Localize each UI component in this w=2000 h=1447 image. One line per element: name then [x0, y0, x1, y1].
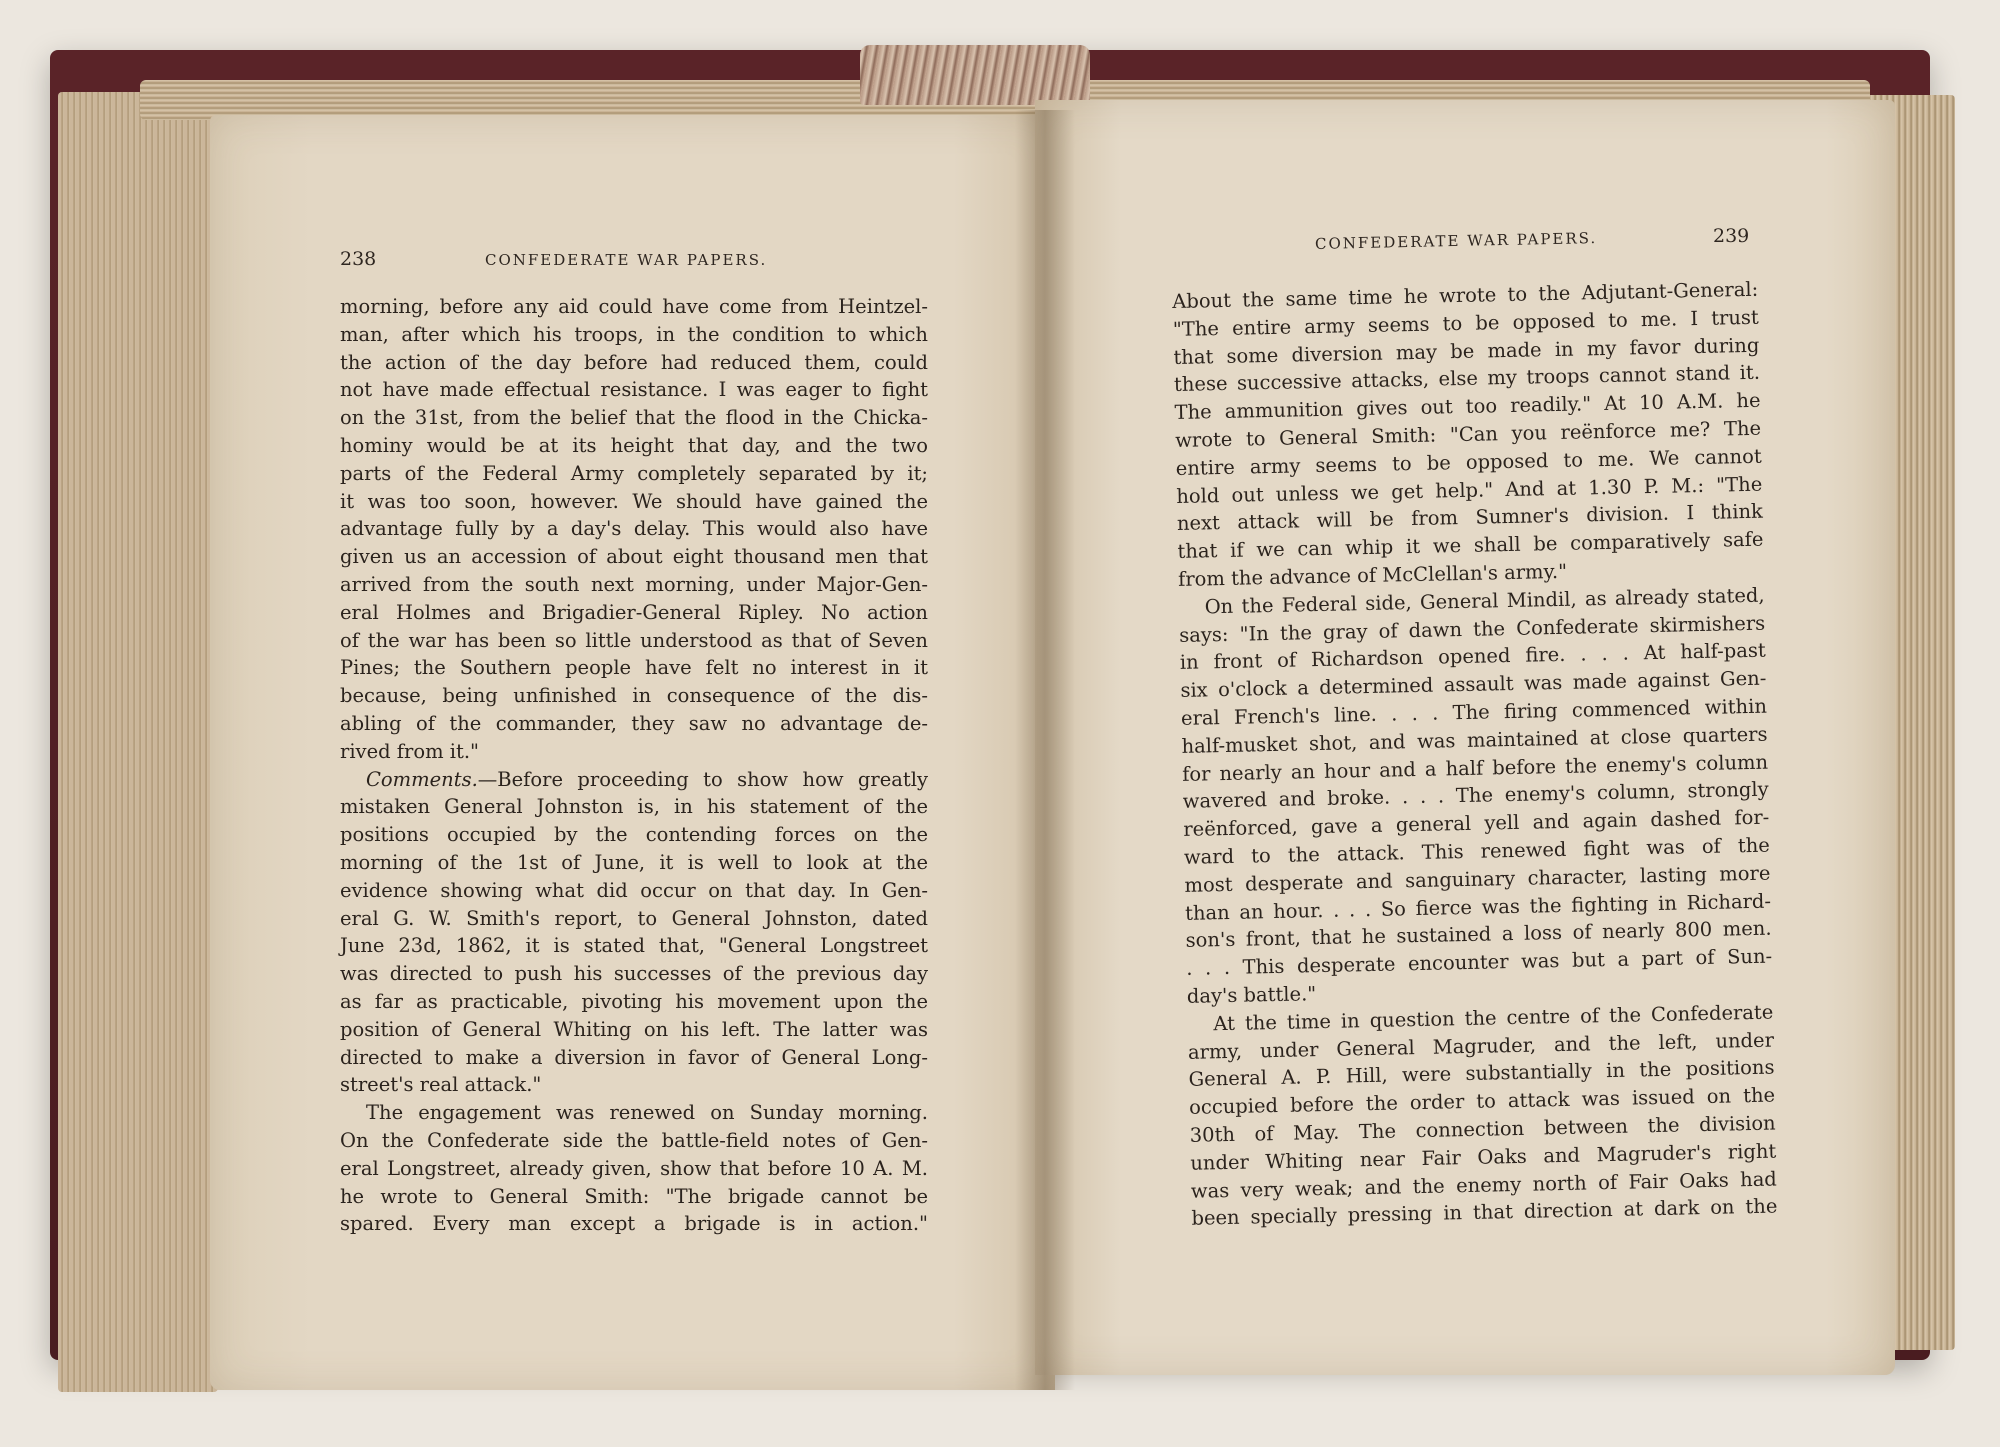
- text-line: advantage fully by a day's delay. This would also have: [340, 517, 928, 541]
- text-line: street's real attack.": [340, 1073, 542, 1097]
- text-line: next attack will be from Sumner's division. I think: [1176, 500, 1764, 536]
- text-line: reënforced, gave a general yell and again dashed for-: [1183, 805, 1770, 842]
- text-line: of the war has been so little understood as that of Seven: [340, 628, 928, 652]
- text-line: eral G. W. Smith's report, to General Johnston, dated: [340, 906, 928, 930]
- text-line: At the time in question the centre of the Confederate: [1213, 1000, 1774, 1036]
- text-line: wavered and broke. . . . The enemy's column, strongly: [1182, 777, 1769, 814]
- text-line: army, under General Magruder, and the left, under: [1187, 1028, 1775, 1064]
- left-page-number: 238: [340, 248, 377, 270]
- left-page: [210, 115, 1055, 1390]
- text-line: for nearly an hour and a half before the enemy's column: [1181, 750, 1769, 786]
- text-line: evidence showing what did occur on that day. In Gen-: [340, 878, 928, 902]
- text-line: 30th of May. The connection between the division: [1189, 1111, 1776, 1147]
- text-line: most desperate and sanguinary character, lasting more: [1184, 861, 1771, 897]
- text-line: the action of the day before had reduced them, could: [340, 350, 928, 374]
- text-line: General A. P. Hill, were substantially in the positions: [1188, 1055, 1775, 1092]
- text-line: day's battle.": [1186, 982, 1317, 1008]
- text-line: these successive attacks, else my troops cannot stand it.: [1173, 361, 1761, 397]
- book-spine: [860, 45, 1090, 105]
- text-line: On the Federal side, General Mindil, as already stated,: [1204, 583, 1765, 619]
- text-line: half-musket shot, and was maintained at close quarters: [1181, 722, 1768, 758]
- text-line: than an hour. . . . So fierce was the fighting in Richard-: [1184, 889, 1772, 925]
- text-line: ward to the attack. This renewed fight was of the: [1183, 833, 1771, 869]
- text-line: . . . This desperate encounter was but a part of Sun-: [1186, 944, 1773, 980]
- text-line: The ammunition gives out too readily." At 10 A.M. he: [1174, 388, 1761, 425]
- right-running-head: CONFEDERATE WAR PAPERS.: [1314, 229, 1598, 253]
- text-line: that if we can whip it we shall be comparatively safe: [1177, 527, 1764, 564]
- text-line: About the same time he wrote to the Adjutant-General:: [1172, 277, 1759, 313]
- text-line: entire army seems to be opposed to me. We cannot: [1175, 444, 1762, 480]
- text-line: rived from it.": [340, 739, 480, 763]
- text-line: mistaken General Johnston is, in his statement of the: [340, 795, 928, 819]
- text-line: spared. Every man except a brigade is in action.": [340, 1212, 928, 1236]
- text-line: morning of the 1st of June, it is well to look at the: [340, 850, 928, 874]
- page-edges-left: [58, 92, 218, 1392]
- text-line: man, after which his troops, in the condition to which: [340, 322, 928, 346]
- text-line: it was too soon, however. We should have gained the: [340, 489, 928, 513]
- text-line: June 23d, 1862, it is stated that, "General Longstreet: [340, 934, 928, 958]
- text-line: eral Holmes and Brigadier-General Ripley. No action: [340, 600, 928, 624]
- text-line: morning, before any aid could have come from Heintzel-: [340, 295, 928, 318]
- text-line: because, being unfinished in consequence of the dis-: [340, 684, 928, 708]
- text-line: six o'clock a determined assault was made against Gen-: [1180, 666, 1767, 703]
- text-line: given us an accession of about eight thousand men that: [340, 545, 928, 569]
- text-line: been specially pressing in that direction at dark on the: [1191, 1194, 1778, 1231]
- text-line: hominy would be at its height that day, and the two: [340, 433, 928, 457]
- right-page-text: [1172, 276, 1778, 1233]
- text-line: abling of the commander, they saw no advantage de-: [340, 711, 928, 735]
- text-line: was directed to push his successes of the previous day: [340, 962, 928, 986]
- text-line: Comments.—Before proceeding to show how greatly: [366, 767, 928, 791]
- text-line: "The entire army seems to be opposed to me. I trust: [1172, 305, 1759, 341]
- text-line: from the advance of McClellan's army.": [1177, 559, 1568, 591]
- text-line: position of General Whiting on his left. The latter was: [340, 1017, 928, 1041]
- text-line: son's front, that he sustained a loss of nearly 800 men.: [1185, 916, 1772, 953]
- text-line: eral Longstreet, already given, show that before 10 A. M.: [340, 1156, 928, 1180]
- left-page-text: [340, 293, 928, 1238]
- text-line: directed to make a diversion in favor of General Long-: [340, 1045, 928, 1069]
- text-line: was very weak; and the enemy north of Fair Oaks had: [1190, 1167, 1778, 1203]
- book-gutter: [1015, 110, 1075, 1390]
- left-running-head: CONFEDERATE WAR PAPERS.: [485, 251, 768, 269]
- right-page-number: 239: [1713, 225, 1750, 247]
- text-line: Pines; the Southern people have felt no interest in it: [340, 656, 928, 680]
- text-line: on the 31st, from the belief that the flood in the Chicka-: [340, 406, 928, 430]
- text-line: in front of Richardson opened fire. . . . At half-past: [1179, 639, 1766, 675]
- text-line: as far as practicable, pivoting his movement upon the: [340, 989, 928, 1013]
- text-line: The engagement was renewed on Sunday morning.: [366, 1101, 928, 1125]
- text-line: under Whiting near Fair Oaks and Magruder's right: [1190, 1139, 1777, 1175]
- text-line: says: "In the gray of dawn the Confederate skirmishers: [1179, 611, 1766, 647]
- text-line: hold out unless we get help." And at 1.30 P. M.: "The: [1176, 472, 1763, 508]
- text-line: that some diversion may be made in my favor during: [1173, 333, 1760, 369]
- text-line: eral French's line. . . . The firing commenced within: [1180, 694, 1768, 730]
- right-page: [1035, 100, 1895, 1375]
- text-line: On the Confederate side the battle-field notes of Gen-: [340, 1128, 928, 1152]
- text-line: he wrote to General Smith: "The brigade cannot be: [340, 1184, 928, 1208]
- text-line: arrived from the south next morning, under Major-Gen-: [340, 572, 928, 596]
- text-line: occupied before the order to attack was issued on the: [1188, 1083, 1776, 1119]
- text-line: not have made effectual resistance. I was eager to fight: [340, 378, 928, 402]
- text-line: parts of the Federal Army completely separated by it;: [340, 461, 928, 485]
- text-line: positions occupied by the contending forces on the: [340, 823, 928, 847]
- text-line: wrote to General Smith: "Can you reënforce me? The: [1174, 416, 1762, 452]
